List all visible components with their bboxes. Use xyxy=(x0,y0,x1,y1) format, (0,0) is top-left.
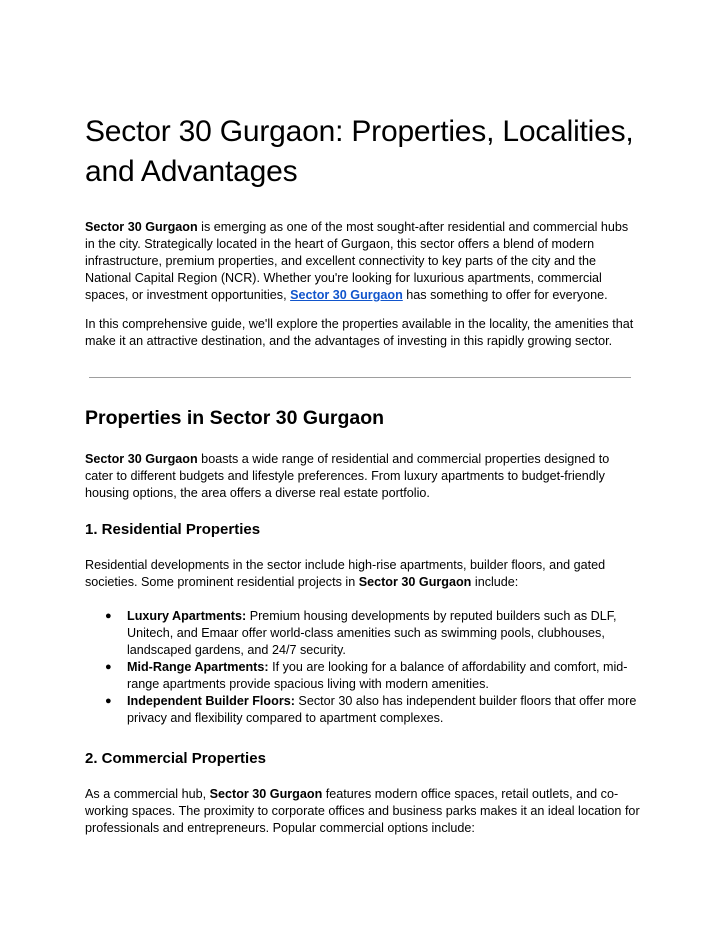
bullet-icon: ● xyxy=(105,695,112,707)
commercial-text-b: features modern office spaces, retail outlets, and co-working spaces. The proximity to corporate offices and business parks makes it an ideal location for professionals and entrepreneurs. Popular commercial options include: xyxy=(85,787,640,835)
list-item-text: If you are looking for a balance of affordability and comfort, mid-range apartments provide spacious living with modern amenities. xyxy=(127,660,628,691)
sector-30-link[interactable]: Sector 30 Gurgaon xyxy=(290,288,403,302)
residential-text-a: Residential developments in the sector include high-rise apartments, builder floors, and gated societies. Some prominent residential projects in xyxy=(85,558,606,589)
commercial-paragraph xyxy=(85,786,640,837)
list-item xyxy=(85,693,640,727)
intro-paragraph-2: In this comprehensive guide, we'll explore the properties available in the locality, the amenities that make it an attractive destination, and the advantages of investing in this rapidly growing sector. xyxy=(85,317,634,348)
horizontal-divider xyxy=(89,377,631,378)
intro-text-a: is emerging as one of the most sought-after residential and commercial hubs in the city. Strategically located in the heart of Gurgaon, this sector offers a blend of modern infrastructure, premium properties, and excellent connectivity to key parts of the city and the National Capital Region (NCR). Whether you're looking for luxurious apartments, commercial spaces, or investment opportunities, xyxy=(85,220,629,302)
list-item xyxy=(85,608,640,659)
page-title: Sector 30 Gurgaon: Properties, Localities, and Advantages xyxy=(85,115,634,188)
properties-bold: Sector 30 Gurgaon xyxy=(85,452,198,466)
residential-heading: 1. Residential Properties xyxy=(85,521,261,538)
properties-text: boasts a wide range of residential and commercial properties designed to cater to different budgets and lifestyle preferences. From luxury apartments to budget-friendly housing options, the area offers a diverse real estate portfolio. xyxy=(85,452,610,500)
intro-text-b: has something to offer for everyone. xyxy=(402,288,608,302)
residential-bold: Sector 30 Gurgaon xyxy=(358,575,472,589)
residential-list xyxy=(85,608,640,727)
commercial-text-a: As a commercial hub, xyxy=(85,787,210,801)
bullet-icon: ● xyxy=(105,661,112,673)
list-item xyxy=(85,659,640,693)
intro-bold: Sector 30 Gurgaon xyxy=(85,220,198,234)
list-item-label: Luxury Apartments: xyxy=(127,609,247,623)
intro-paragraph xyxy=(85,219,640,304)
properties-paragraph xyxy=(85,451,640,502)
commercial-heading: 2. Commercial Properties xyxy=(85,750,266,767)
properties-heading: Properties in Sector 30 Gurgaon xyxy=(85,407,385,429)
document-page xyxy=(85,112,640,849)
list-item-text: Sector 30 also has independent builder floors that offer more privacy and flexibility compared to apartment complexes. xyxy=(127,694,637,725)
list-item-label: Independent Builder Floors: xyxy=(127,694,295,708)
list-item-text: Premium housing developments by reputed builders such as DLF, Unitech, and Emaar offer world-class amenities such as swimming pools, clubhouses, landscaped gardens, and 24/7 security. xyxy=(127,609,617,657)
residential-text-b: include: xyxy=(471,575,519,589)
list-item-label: Mid-Range Apartments: xyxy=(127,660,269,674)
residential-paragraph xyxy=(85,557,640,591)
bullet-icon: ● xyxy=(105,610,112,622)
commercial-bold: Sector 30 Gurgaon xyxy=(209,787,323,801)
